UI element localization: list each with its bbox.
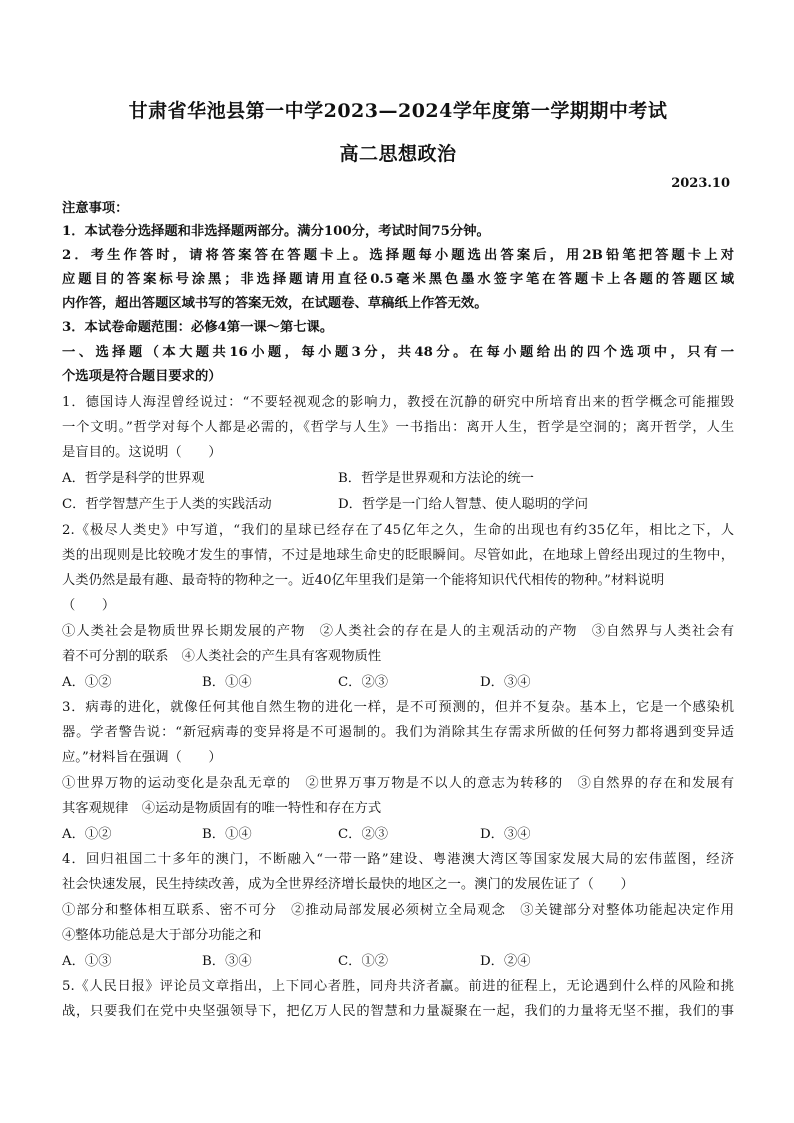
q4-option-a: A．①③ (62, 954, 112, 969)
notice-line-2a: 2．考生作答时，请将答案答在答题卡上。选择题每小题选出答案后，用2B铅笔把答题卡上对 (62, 248, 734, 263)
q3-stem-c: 应。”材料旨在强调（ ） (62, 750, 222, 765)
notice-line-1: 1．本试卷分选择题和非选择题两部分。满分100分，考试时间75分钟。 (62, 224, 490, 239)
section-heading-a: 一、选择题（本大题共16小题，每小题3分，共48分。在每小题给出的四个选项中，只有一 (62, 345, 734, 360)
q2-option-c: C．②③ (338, 675, 389, 690)
q2-stem-d: （ ） (62, 598, 116, 613)
q1-option-a: A．哲学是科学的世界观 (62, 471, 205, 486)
exam-title: 甘肃省华池县第一中学2023—2024学年度第一学期期中考试 (128, 100, 668, 122)
q2-option-b: B．①④ (202, 675, 252, 690)
q3-option-a: A．①② (62, 827, 112, 842)
q2-items-b: 着不可分割的联系 ④人类社会的产生具有客观物质性 (62, 649, 382, 664)
q2-stem-b: 类的出现则是比较晚才发生的事情，不过是地球生命史的眨眼瞬间。尽管如此，在地球上曾经出现过的生物中， (62, 548, 734, 563)
q3-option-b: B．①④ (202, 827, 252, 842)
q2-stem-c: 人类仍然是最有趣、最奇特的物种之一。近40亿年里我们是第一个能将知识代代相传的物种。”材料说明 (62, 573, 665, 588)
q1-stem-c: 是盲目的。这说明（ ） (62, 445, 222, 460)
q1-stem-b: 一个文明。”哲学对每个人都是必需的，《哲学与人生》一书指出：离开人生，哲学是空洞的；离开哲学，人生 (62, 420, 734, 435)
q4-option-c: C．①② (338, 954, 389, 969)
q1-option-b: B．哲学是世界观和方法论的统一 (338, 471, 534, 486)
notice-heading: 注意事项： (62, 201, 129, 216)
q3-items-b: 其客观规律 ④运动是物质固有的唯一特性和存在方式 (62, 801, 382, 816)
q4-items-a: ①部分和整体相互联系、密不可分 ②推动局部发展必须树立全局观念 ③关键部分对整体功能起决定作用 (62, 903, 734, 918)
q2-option-d: D．③④ (480, 675, 531, 690)
q1-option-c: C．哲学智慧产生于人类的实践活动 (62, 497, 272, 512)
q2-items-a: ①人类社会是物质世界长期发展的产物 ②人类社会的存在是人的主观活动的产物 ③自然界与人类社会有 (62, 624, 734, 639)
q4-items-b: ④整体功能总是大于部分功能之和 (62, 928, 262, 943)
q1-option-d: D．哲学是一门给人智慧、使人聪明的学问 (338, 497, 589, 512)
q3-option-d: D．③④ (480, 827, 531, 842)
q5-stem-a: 5.《人民日报》评论员文章指出，上下同心者胜，同舟共济者赢。前进的征程上，无论遇到什么样的风险和挑 (62, 979, 734, 994)
section-heading-b: 个选项是符合题目要求的） (62, 369, 222, 384)
q2-stem-a: 2.《极尽人类史》中写道，“我们的星球已经存在了45亿年之久，生命的出现也有约35亿年，相比之下，人 (62, 523, 734, 538)
notice-line-2b: 应题目的答案标号涂黑；非选择题请用直径0.5毫米黑色墨水签字笔在答题卡上各题的答题区域 (62, 272, 734, 287)
notice-line-3: 3．本试卷命题范围：必修4第一课～第七课。 (62, 320, 334, 335)
exam-date: 2023.10 (671, 176, 730, 191)
notice-line-2c: 内作答，超出答题区域书写的答案无效，在试题卷、草稿纸上作答无效。 (62, 296, 488, 311)
q3-stem-b: 器。学者警告说：“新冠病毒的变异将是不可遏制的。我们为消除其生存需求所做的任何努力都将遇到变异适 (62, 725, 734, 740)
q4-stem-b: 社会快速发展，民生持续改善，成为全世界经济增长最快的地区之一。澳门的发展佐证了（ ） (62, 877, 634, 892)
q3-option-c: C．②③ (338, 827, 389, 842)
q4-option-b: B．③④ (202, 954, 252, 969)
q4-option-d: D．②④ (480, 954, 531, 969)
q2-option-a: A．①② (62, 675, 112, 690)
q3-stem-a: 3．病毒的进化，就像任何其他自然生物的进化一样，是不可预测的，但并不复杂。基本上，它是一个感染机 (62, 700, 734, 715)
q5-stem-b: 战，只要我们在党中央坚强领导下，把亿万人民的智慧和力量凝聚在一起，我们的力量将无坚不摧，我们的事 (62, 1004, 734, 1019)
q1-stem-a: 1．德国诗人海涅曾经说过：“不要轻视观念的影响力，教授在沉静的研究中所培育出来的哲学概念可能摧毁 (62, 395, 734, 410)
q4-stem-a: 4．回归祖国二十多年的澳门，不断融入“一带一路”建设、粤港澳大湾区等国家发展大局的宏伟蓝图，经济 (62, 852, 734, 867)
q3-items-a: ①世界万物的运动变化是杂乱无章的 ②世界万事万物是不以人的意志为转移的 ③自然界的存在和发展有 (62, 776, 734, 791)
exam-subject: 高二思想政治 (339, 143, 457, 165)
